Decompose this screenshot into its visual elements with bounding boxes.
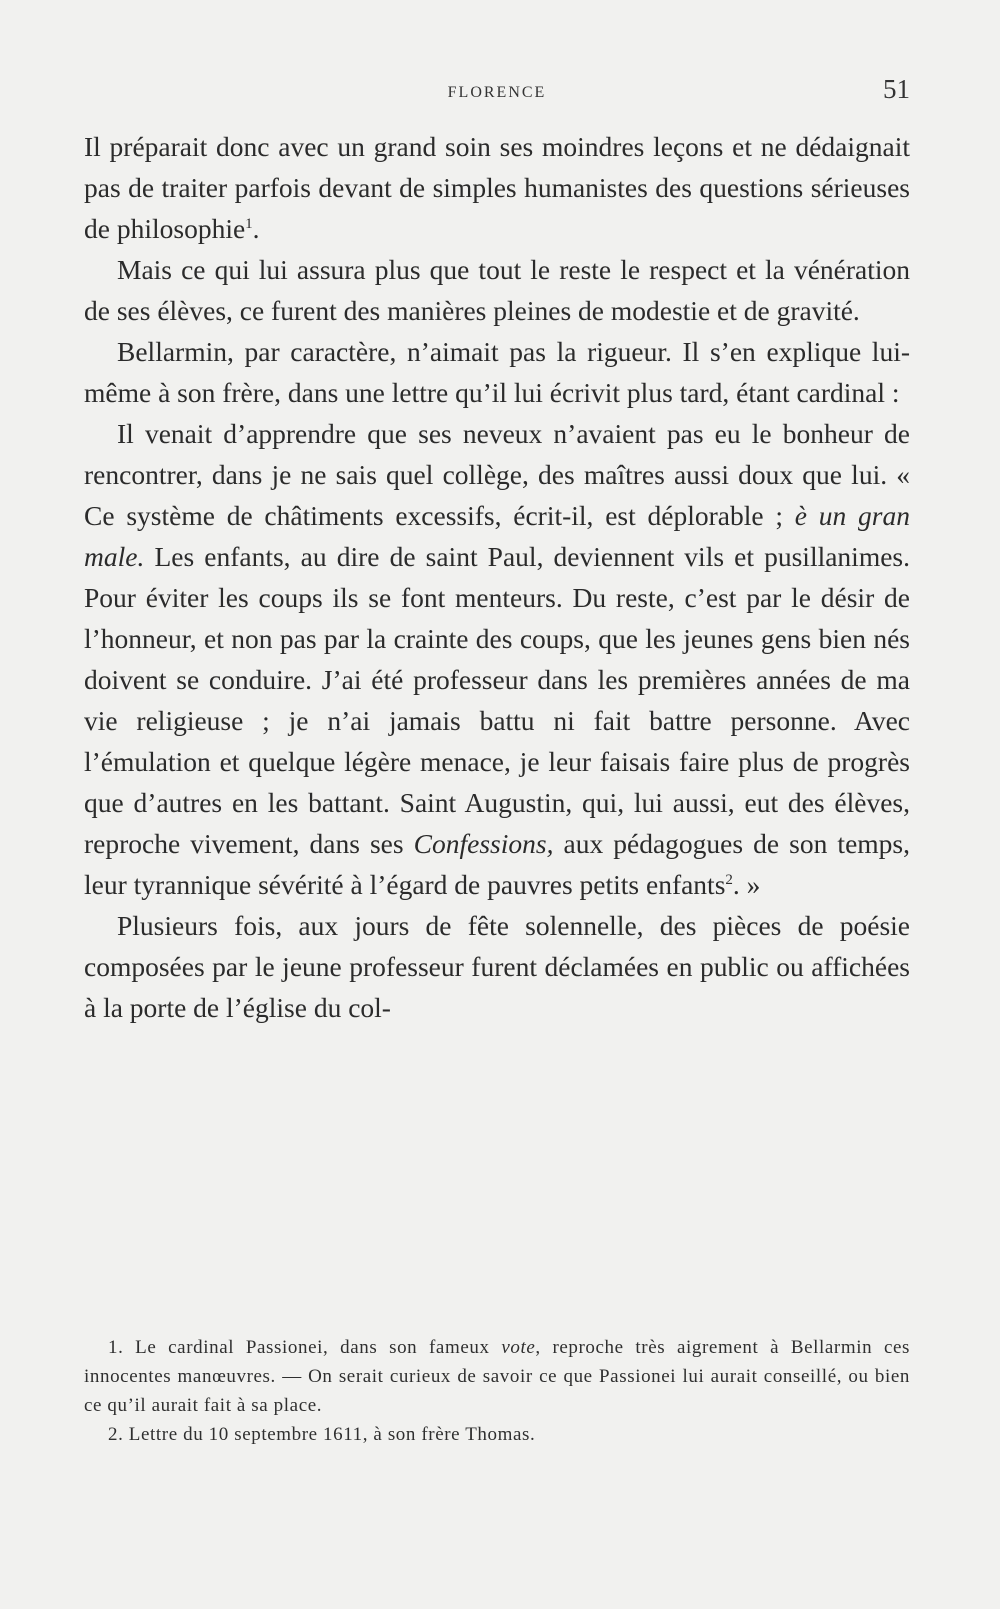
paragraph [84, 413, 910, 905]
italic-phrase: è un gran male. [84, 500, 910, 572]
footnote [84, 1420, 910, 1449]
footnotes [84, 1333, 910, 1449]
footnote-text: , reproche très aigrement à Bellarmin ces innocentes manœuvres. — On serait curieux de savoir ce que Passionei lui aurait conseillé, ou bien ce qu’il aurait fait à sa place. [84, 1337, 911, 1416]
paragraph [84, 331, 910, 413]
footnote-number: 2. [108, 1424, 124, 1445]
paragraph-text-end: . » [732, 869, 761, 900]
paragraph-text: Il venait d’apprendre que ses neveux n’avaient pas eu le bonheur de rencontrer, dans je ne sais quel collège, des maîtres aussi doux que lui. « Ce système de châtiments excessifs, écrit-il, est déplorable ; [84, 418, 910, 531]
paragraph-text-end: . [252, 213, 260, 244]
paragraph-text: aux pédagogues de son temps, leur tyrannique sévérité à l’égard de pauvres petits enfants [84, 828, 910, 900]
footnote-reference: 2 [725, 871, 733, 888]
paragraph [84, 249, 910, 331]
footnote-text: Le cardinal Passionei, dans son fameux [123, 1337, 502, 1358]
main-text [84, 126, 910, 1028]
footnote [84, 1333, 910, 1420]
paragraph [84, 905, 910, 1028]
italic-title: Confessions, [413, 828, 554, 859]
paragraph-text: Mais ce qui lui assura plus que tout le reste le respect et la vénération de ses élèves, ce furent des manières pleines de modestie et de gravité. [84, 254, 910, 326]
paragraph-text: Bellarmin, par caractère, n’aimait pas la rigueur. Il s’en explique lui-même à son frère, dans une lettre qu’il lui écrivit plus tard, étant cardinal : [84, 336, 910, 408]
paragraph-text: Les enfants, au dire de saint Paul, deviennent vils et pusillanimes. Pour éviter les coups ils se font menteurs. Du reste, c’est par le désir de l’honneur, et non pas par la crainte des coups, que les jeunes gens bien nés doivent se conduire. J’ai été professeur dans les premières années de ma vie religieuse ; je n’ai jamais battu ni fait battre personne. Avec l’émulation et quelque légère menace, je leur faisais faire plus de progrès que d’autres en les battant. Saint Augustin, qui, lui aussi, eut des élèves, reproche vivement, dans ses [84, 541, 910, 859]
page-header [84, 74, 910, 114]
footnote-reference: 1 [245, 215, 253, 232]
paragraph-text: Plusieurs fois, aux jours de fête solennelle, des pièces de poésie composées par le jeune professeur furent déclamées en public ou affichées à la porte de l’église du col- [84, 910, 910, 1023]
footnote-italic: vote [501, 1337, 536, 1358]
paragraph [84, 126, 910, 249]
running-head: FLORENCE [447, 84, 547, 101]
footnote-text: Lettre du 10 septembre 1611, à son frère Thomas. [123, 1424, 536, 1445]
paragraph-text: Il préparait donc avec un grand soin ses moindres leçons et ne dédaignait pas de traiter parfois devant de simples humanistes des questions sérieuses de philosophie [84, 131, 910, 244]
page-number: 51 [883, 74, 910, 104]
footnote-number: 1. [108, 1337, 124, 1358]
